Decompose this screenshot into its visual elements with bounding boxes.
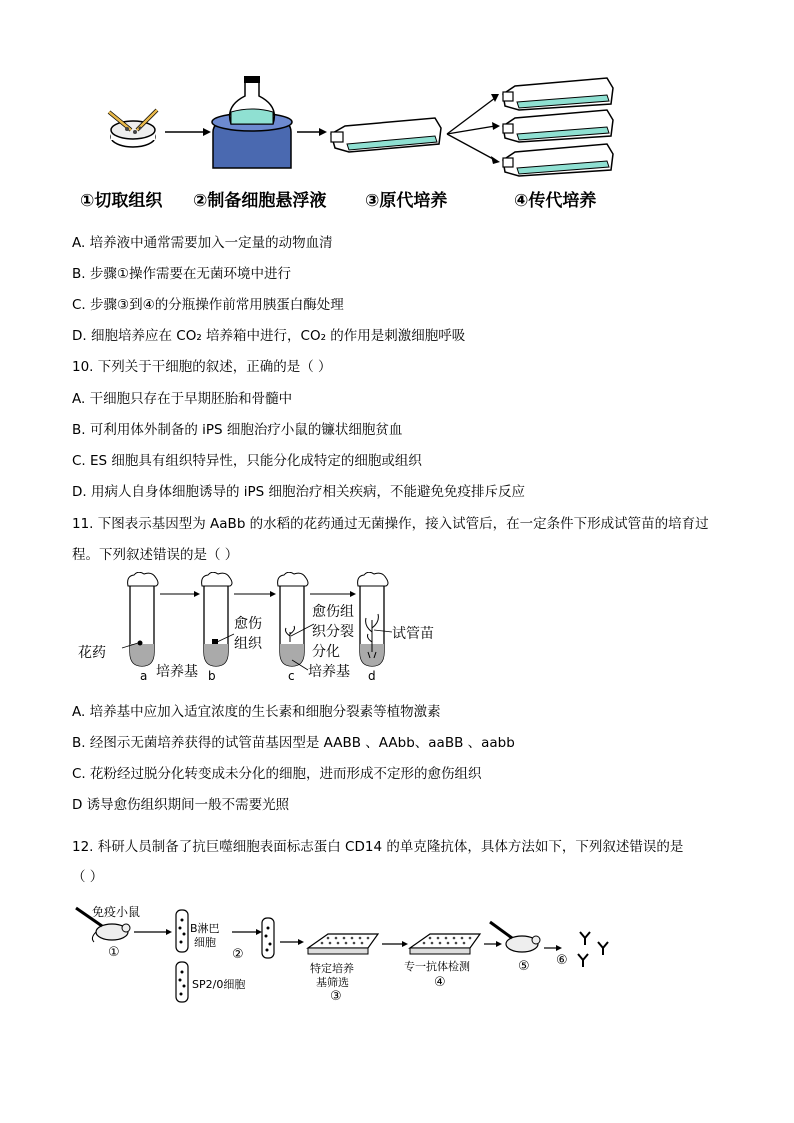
q10-option-c: C. ES 细胞具有组织特异性，只能分化成特定的细胞或组织 <box>72 453 422 469</box>
caption-primary-culture: ③原代培养 <box>365 191 448 211</box>
q11-option-b: B. 经图示无菌培养获得的试管苗基因型是 AABB 、AAbb、aaBB 、aabb <box>72 735 515 751</box>
label-tube-b: b <box>208 669 216 683</box>
caption-passage-culture: ④传代培养 <box>514 191 597 211</box>
test-tube-b-icon <box>202 572 232 666</box>
q9-option-a: A. 培养液中通常需要加入一定量的动物血清 <box>72 235 333 251</box>
q11-stem-line2: 程。下列叙述错误的是（ ） <box>72 547 239 563</box>
q10-option-b: B. 可利用体外制备的 iPS 细胞治疗小鼠的镰状细胞贫血 <box>72 422 403 438</box>
cell-culture-figure <box>95 72 620 182</box>
label-tube-d: d <box>368 669 376 683</box>
test-tube-d-icon <box>358 572 388 666</box>
label-tube-c: c <box>288 669 295 683</box>
q10-option-a: A. 干细胞只存在于早期胚胎和骨髓中 <box>72 391 293 407</box>
label-b-cell-1: B淋巴 <box>190 922 220 935</box>
fusion-tube-icon <box>262 918 274 958</box>
mouse-injection-icon <box>490 922 540 952</box>
q10-stem: 10. 下列关于干细胞的叙述，正确的是（ ） <box>72 359 332 375</box>
passage-flask-icon <box>503 78 613 110</box>
monoclonal-antibody-figure <box>72 898 632 1008</box>
flask-stirrer-icon <box>212 76 292 168</box>
caption-cut-tissue: ①切取组织 <box>80 191 163 211</box>
q11-option-d: D 诱导愈伤组织期间一般不需要光照 <box>72 797 290 813</box>
tissue-dish-with-scissors-icon <box>109 110 157 147</box>
label-seedling: 试管苗 <box>392 626 434 642</box>
antibody-icon <box>578 932 608 967</box>
caption-cell-suspension: ②制备细胞悬浮液 <box>193 191 327 211</box>
label-immunized-mouse: 免疫小鼠 <box>92 905 141 919</box>
detection-plate-icon <box>410 934 480 954</box>
label-tube-a: a <box>140 669 148 683</box>
q9-option-c: C. 步骤③到④的分瓶操作前常用胰蛋白酶处理 <box>72 297 344 313</box>
label-anther: 花药 <box>78 645 106 661</box>
label-sp20: SP2/0细胞 <box>192 978 246 991</box>
anther-culture-figure <box>72 572 452 684</box>
label-step-3: ③ <box>330 989 342 1004</box>
label-diff-3: 分化 <box>312 644 340 660</box>
test-tube-c-icon <box>278 572 308 666</box>
q12-stem-line1: 12. 科研人员制备了抗巨噬细胞表面标志蛋白 CD14 的单克隆抗体，具体方法如下，下列叙述错误的是 <box>72 839 684 855</box>
label-callus: 愈伤 <box>234 616 262 632</box>
label-diff-2: 织分裂 <box>312 624 354 640</box>
label-b-cell-2: 细胞 <box>194 936 216 949</box>
q11-option-c: C. 花粉经过脱分化转变成未分化的细胞，进而形成不定形的愈伤组织 <box>72 766 482 782</box>
q9-option-b: B. 步骤①操作需要在无菌环境中进行 <box>72 266 291 282</box>
label-diff-1: 愈伤组 <box>312 604 354 620</box>
label-medium-ab: 培养基 <box>156 664 198 680</box>
passage-flask-icon <box>503 144 613 176</box>
label-detect: 专一抗体检测 <box>404 960 470 973</box>
q9-option-d: D. 细胞培养应在 CO₂ 培养箱中进行，CO₂ 的作用是刺激细胞呼吸 <box>72 328 466 344</box>
label-select-2: 基筛选 <box>316 976 349 989</box>
label-medium-c: 培养基 <box>308 664 350 680</box>
q12-stem-line2: （ ） <box>72 869 104 885</box>
label-step-6: ⑥ <box>556 953 568 968</box>
selection-plate-icon <box>308 934 378 954</box>
b-cell-tube-icon <box>176 910 188 952</box>
label-step-1: ① <box>108 945 120 960</box>
label-step-2: ② <box>232 947 244 962</box>
test-tube-a-icon <box>128 572 158 666</box>
q11-stem-line1: 11. 下图表示基因型为 AaBb 的水稻的花药通过无菌操作，接入试管后，在一定条件下形成试管苗的培育过 <box>72 516 709 532</box>
q10-option-d: D. 用病人自身体细胞诱导的 iPS 细胞治疗相关疾病，不能避免免疫排斥反应 <box>72 484 526 500</box>
label-step-5: ⑤ <box>518 959 530 974</box>
sp20-cell-tube-icon <box>176 962 188 1002</box>
primary-culture-flask-icon <box>331 118 441 152</box>
label-step-4: ④ <box>434 975 446 990</box>
label-callus-2: 组织 <box>234 636 262 652</box>
passage-flask-icon <box>503 110 613 142</box>
label-select-1: 特定培养 <box>310 962 354 975</box>
q11-option-a: A. 培养基中应加入适宜浓度的生长素和细胞分裂素等植物激素 <box>72 704 441 720</box>
